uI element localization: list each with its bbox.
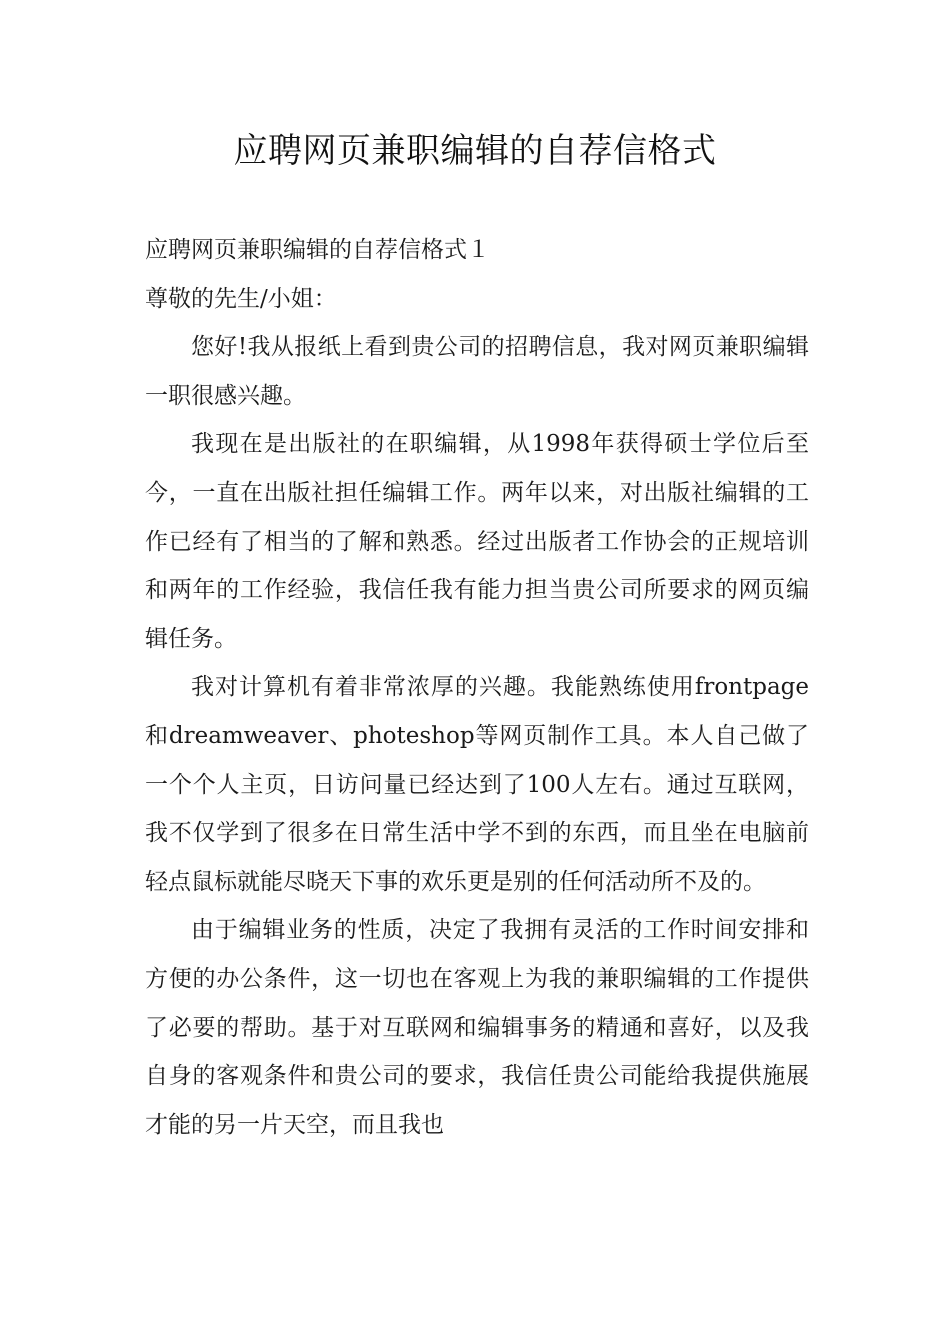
paragraph-greeting: 您好!我从报纸上看到贵公司的招聘信息，我对网页兼职编辑一职很感兴趣。	[145, 334, 809, 409]
document-body	[145, 226, 809, 1149]
section-heading: 应聘网页兼职编辑的自荐信格式１	[145, 237, 490, 263]
document-title: 应聘网页兼职编辑的自荐信格式	[233, 131, 717, 171]
paragraph-computer-skills: 我对计算机有着非常浓厚的兴趣。我能熟练使用frontpage和dreamweaver、photeshop等网页制作工具。本人自己做了一个个人主页，日访问量已经达到了100人左右。通过互联网，我不仅学到了很多在日常生活中学不到的东西，而且坐在电脑前轻点鼠标就能尽晓天下事的欢乐更是别的任何活动所不及的。	[145, 674, 809, 895]
paragraph-experience: 我现在是出版社的在职编辑，从1998年获得硕士学位后至今，一直在出版社担任编辑工作。两年以来，对出版社编辑的工作已经有了相当的了解和熟悉。经过出版者工作协会的正规培训和两年的工作经验，我信任我有能力担当贵公司所要求的网页编辑任务。	[145, 431, 809, 652]
salutation: 尊敬的先生/小姐：	[145, 285, 337, 312]
paragraph-availability: 由于编辑业务的性质，决定了我拥有灵活的工作时间安排和方便的办公条件，这一切也在客观上为我的兼职编辑的工作提供了必要的帮助。基于对互联网和编辑事务的精通和喜好，以及我自身的客观条件和贵公司的要求，我信任贵公司能给我提供施展才能的另一片天空，而且我也	[145, 917, 809, 1138]
